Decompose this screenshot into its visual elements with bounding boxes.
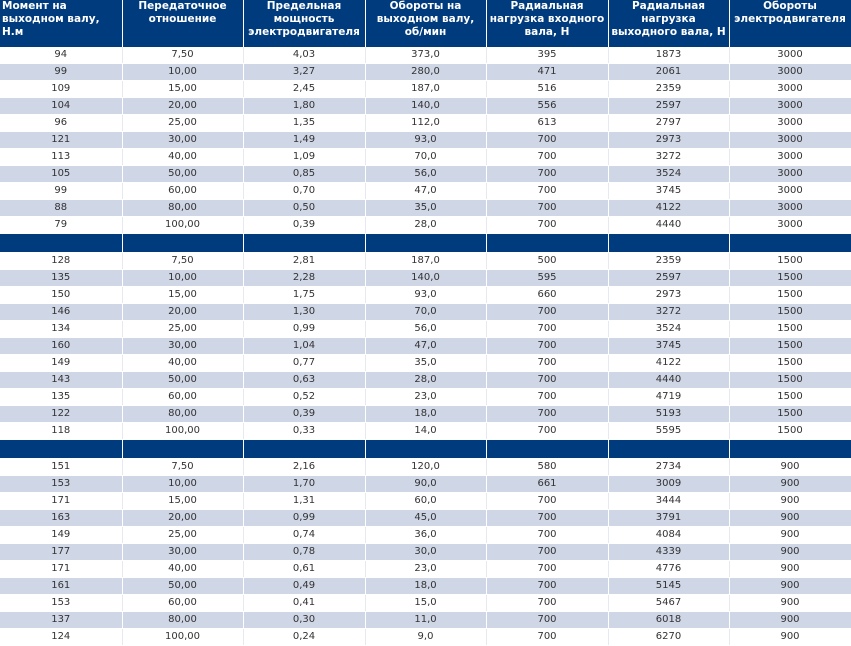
header-output-radial-load: Радиальная нагрузка выходного вала, Н — [608, 0, 729, 47]
cell-output-torque: 128 — [0, 253, 122, 270]
cell-output-speed: 35,0 — [365, 355, 486, 372]
cell-output-radial-load: 3272 — [608, 304, 729, 321]
cell-output-radial-load: 4122 — [608, 200, 729, 217]
cell-output-speed: 90,0 — [365, 476, 486, 493]
cell-max-motor-power: 0,30 — [243, 612, 365, 629]
cell-gear-ratio: 20,00 — [122, 98, 243, 115]
cell-output-radial-load: 6018 — [608, 612, 729, 629]
cell-output-speed: 18,0 — [365, 578, 486, 595]
cell-motor-speed: 3000 — [729, 183, 851, 200]
table-row — [0, 578, 851, 595]
separator-cell — [486, 440, 608, 459]
cell-max-motor-power: 2,16 — [243, 459, 365, 476]
cell-input-radial-load: 661 — [486, 476, 608, 493]
cell-output-torque: 99 — [0, 64, 122, 81]
cell-motor-speed: 1500 — [729, 355, 851, 372]
cell-gear-ratio: 40,00 — [122, 149, 243, 166]
table-row — [0, 389, 851, 406]
cell-output-speed: 93,0 — [365, 132, 486, 149]
cell-motor-speed: 900 — [729, 612, 851, 629]
cell-output-speed: 47,0 — [365, 183, 486, 200]
cell-output-speed: 280,0 — [365, 64, 486, 81]
cell-gear-ratio: 100,00 — [122, 217, 243, 234]
cell-output-radial-load: 4440 — [608, 217, 729, 234]
table-row — [0, 544, 851, 561]
cell-output-torque: 113 — [0, 149, 122, 166]
cell-input-radial-load: 700 — [486, 200, 608, 217]
cell-output-radial-load: 2973 — [608, 132, 729, 149]
cell-input-radial-load: 700 — [486, 149, 608, 166]
cell-motor-speed: 3000 — [729, 200, 851, 217]
table-row — [0, 372, 851, 389]
table-row — [0, 200, 851, 217]
cell-output-radial-load: 2359 — [608, 253, 729, 270]
cell-gear-ratio: 50,00 — [122, 166, 243, 183]
cell-input-radial-load: 700 — [486, 510, 608, 527]
cell-input-radial-load: 700 — [486, 493, 608, 510]
cell-gear-ratio: 10,00 — [122, 476, 243, 493]
table-row — [0, 270, 851, 287]
cell-max-motor-power: 0,61 — [243, 561, 365, 578]
table-row — [0, 98, 851, 115]
cell-input-radial-load: 500 — [486, 253, 608, 270]
cell-motor-speed: 900 — [729, 527, 851, 544]
cell-output-torque: 121 — [0, 132, 122, 149]
cell-input-radial-load: 700 — [486, 578, 608, 595]
cell-output-speed: 140,0 — [365, 98, 486, 115]
cell-output-speed: 187,0 — [365, 253, 486, 270]
cell-output-radial-load: 2797 — [608, 115, 729, 132]
cell-output-radial-load: 4339 — [608, 544, 729, 561]
cell-output-radial-load: 2359 — [608, 81, 729, 98]
cell-input-radial-load: 471 — [486, 64, 608, 81]
cell-motor-speed: 3000 — [729, 166, 851, 183]
cell-max-motor-power: 0,24 — [243, 629, 365, 646]
cell-output-radial-load: 4440 — [608, 372, 729, 389]
cell-output-torque: 134 — [0, 321, 122, 338]
cell-input-radial-load: 700 — [486, 304, 608, 321]
cell-input-radial-load: 516 — [486, 81, 608, 98]
cell-input-radial-load: 700 — [486, 389, 608, 406]
cell-output-torque: 149 — [0, 527, 122, 544]
cell-output-speed: 23,0 — [365, 561, 486, 578]
cell-max-motor-power: 0,39 — [243, 406, 365, 423]
cell-output-speed: 15,0 — [365, 595, 486, 612]
cell-input-radial-load: 700 — [486, 132, 608, 149]
cell-max-motor-power: 0,99 — [243, 321, 365, 338]
cell-gear-ratio: 100,00 — [122, 423, 243, 440]
separator-cell — [122, 234, 243, 253]
separator-cell — [365, 234, 486, 253]
cell-input-radial-load: 700 — [486, 612, 608, 629]
cell-output-speed: 14,0 — [365, 423, 486, 440]
cell-max-motor-power: 1,80 — [243, 98, 365, 115]
cell-output-radial-load: 3272 — [608, 149, 729, 166]
separator-cell — [365, 440, 486, 459]
cell-output-torque: 160 — [0, 338, 122, 355]
cell-input-radial-load: 700 — [486, 406, 608, 423]
cell-output-radial-load: 6270 — [608, 629, 729, 646]
header-gear-ratio: Передаточное отношение — [122, 0, 243, 47]
cell-motor-speed: 900 — [729, 629, 851, 646]
cell-gear-ratio: 30,00 — [122, 132, 243, 149]
cell-motor-speed: 900 — [729, 561, 851, 578]
cell-output-torque: 137 — [0, 612, 122, 629]
cell-motor-speed: 900 — [729, 510, 851, 527]
cell-gear-ratio: 25,00 — [122, 527, 243, 544]
cell-output-torque: 171 — [0, 493, 122, 510]
cell-gear-ratio: 7,50 — [122, 253, 243, 270]
cell-max-motor-power: 0,63 — [243, 372, 365, 389]
cell-output-speed: 28,0 — [365, 217, 486, 234]
cell-output-torque: 171 — [0, 561, 122, 578]
table-row — [0, 595, 851, 612]
table-row — [0, 476, 851, 493]
separator-cell — [608, 234, 729, 253]
cell-output-radial-load: 2597 — [608, 270, 729, 287]
cell-output-torque: 177 — [0, 544, 122, 561]
cell-output-speed: 70,0 — [365, 149, 486, 166]
header-row — [0, 0, 851, 47]
cell-output-torque: 153 — [0, 476, 122, 493]
cell-output-torque: 163 — [0, 510, 122, 527]
cell-gear-ratio: 15,00 — [122, 287, 243, 304]
cell-gear-ratio: 80,00 — [122, 612, 243, 629]
cell-max-motor-power: 1,75 — [243, 287, 365, 304]
header-motor-speed: Обороты электродвигателя — [729, 0, 851, 47]
cell-motor-speed: 3000 — [729, 132, 851, 149]
cell-output-torque: 151 — [0, 459, 122, 476]
cell-gear-ratio: 10,00 — [122, 270, 243, 287]
cell-max-motor-power: 0,52 — [243, 389, 365, 406]
cell-output-torque: 94 — [0, 47, 122, 64]
cell-input-radial-load: 700 — [486, 561, 608, 578]
cell-output-speed: 36,0 — [365, 527, 486, 544]
header-input-radial-load: Радиальная нагрузка входного вала, Н — [486, 0, 608, 47]
table-row — [0, 132, 851, 149]
table-row — [0, 338, 851, 355]
cell-motor-speed: 900 — [729, 476, 851, 493]
group-separator — [0, 440, 851, 459]
cell-gear-ratio: 80,00 — [122, 200, 243, 217]
cell-gear-ratio: 30,00 — [122, 544, 243, 561]
table-row — [0, 612, 851, 629]
cell-gear-ratio: 10,00 — [122, 64, 243, 81]
table-row — [0, 355, 851, 372]
cell-motor-speed: 1500 — [729, 423, 851, 440]
table-row — [0, 459, 851, 476]
cell-gear-ratio: 50,00 — [122, 372, 243, 389]
separator-cell — [0, 234, 122, 253]
cell-motor-speed: 1500 — [729, 304, 851, 321]
cell-max-motor-power: 1,30 — [243, 304, 365, 321]
cell-output-torque: 135 — [0, 270, 122, 287]
cell-gear-ratio: 30,00 — [122, 338, 243, 355]
cell-motor-speed: 1500 — [729, 287, 851, 304]
cell-gear-ratio: 15,00 — [122, 81, 243, 98]
cell-output-torque: 88 — [0, 200, 122, 217]
cell-motor-speed: 3000 — [729, 217, 851, 234]
cell-gear-ratio: 60,00 — [122, 389, 243, 406]
cell-motor-speed: 1500 — [729, 321, 851, 338]
group-separator — [0, 234, 851, 253]
cell-input-radial-load: 660 — [486, 287, 608, 304]
cell-motor-speed: 3000 — [729, 64, 851, 81]
header-output-torque: Момент на выходном валу, Н.м — [0, 0, 122, 47]
cell-output-speed: 35,0 — [365, 200, 486, 217]
cell-max-motor-power: 0,85 — [243, 166, 365, 183]
table-row — [0, 81, 851, 98]
cell-motor-speed: 1500 — [729, 372, 851, 389]
cell-output-radial-load: 3791 — [608, 510, 729, 527]
cell-max-motor-power: 1,31 — [243, 493, 365, 510]
separator-cell — [243, 440, 365, 459]
cell-output-torque: 99 — [0, 183, 122, 200]
cell-output-radial-load: 2734 — [608, 459, 729, 476]
table-row — [0, 183, 851, 200]
cell-input-radial-load: 700 — [486, 629, 608, 646]
cell-gear-ratio: 20,00 — [122, 304, 243, 321]
separator-cell — [486, 234, 608, 253]
cell-input-radial-load: 700 — [486, 595, 608, 612]
cell-motor-speed: 900 — [729, 578, 851, 595]
cell-input-radial-load: 700 — [486, 544, 608, 561]
header-max-motor-power: Предельная мощность электродвигателя — [243, 0, 365, 47]
cell-output-torque: 143 — [0, 372, 122, 389]
cell-output-radial-load: 3009 — [608, 476, 729, 493]
cell-output-torque: 105 — [0, 166, 122, 183]
cell-output-speed: 120,0 — [365, 459, 486, 476]
cell-output-radial-load: 3524 — [608, 166, 729, 183]
cell-input-radial-load: 700 — [486, 423, 608, 440]
cell-max-motor-power: 2,81 — [243, 253, 365, 270]
separator-cell — [608, 440, 729, 459]
cell-motor-speed: 1500 — [729, 253, 851, 270]
cell-gear-ratio: 80,00 — [122, 406, 243, 423]
cell-output-torque: 150 — [0, 287, 122, 304]
cell-output-radial-load: 2061 — [608, 64, 729, 81]
cell-output-radial-load: 3745 — [608, 183, 729, 200]
cell-output-speed: 93,0 — [365, 287, 486, 304]
separator-cell — [243, 234, 365, 253]
cell-output-torque: 104 — [0, 98, 122, 115]
table-row — [0, 217, 851, 234]
cell-input-radial-load: 395 — [486, 47, 608, 64]
cell-gear-ratio: 60,00 — [122, 183, 243, 200]
cell-input-radial-load: 700 — [486, 166, 608, 183]
table-row — [0, 629, 851, 646]
cell-max-motor-power: 3,27 — [243, 64, 365, 81]
cell-motor-speed: 3000 — [729, 149, 851, 166]
table-row — [0, 561, 851, 578]
cell-gear-ratio: 25,00 — [122, 321, 243, 338]
cell-output-radial-load: 3745 — [608, 338, 729, 355]
cell-input-radial-load: 613 — [486, 115, 608, 132]
table-row — [0, 321, 851, 338]
cell-output-speed: 23,0 — [365, 389, 486, 406]
cell-output-torque: 124 — [0, 629, 122, 646]
cell-output-radial-load: 5467 — [608, 595, 729, 612]
cell-gear-ratio: 7,50 — [122, 459, 243, 476]
cell-motor-speed: 1500 — [729, 270, 851, 287]
table-row — [0, 253, 851, 270]
cell-max-motor-power: 1,09 — [243, 149, 365, 166]
separator-cell — [729, 440, 851, 459]
cell-output-radial-load: 1873 — [608, 47, 729, 64]
cell-gear-ratio: 100,00 — [122, 629, 243, 646]
cell-max-motor-power: 2,28 — [243, 270, 365, 287]
cell-output-torque: 122 — [0, 406, 122, 423]
cell-motor-speed: 3000 — [729, 47, 851, 64]
cell-gear-ratio: 15,00 — [122, 493, 243, 510]
cell-input-radial-load: 595 — [486, 270, 608, 287]
cell-gear-ratio: 20,00 — [122, 510, 243, 527]
cell-max-motor-power: 0,74 — [243, 527, 365, 544]
cell-input-radial-load: 556 — [486, 98, 608, 115]
table-row — [0, 64, 851, 81]
cell-max-motor-power: 0,41 — [243, 595, 365, 612]
cell-max-motor-power: 1,04 — [243, 338, 365, 355]
cell-motor-speed: 900 — [729, 595, 851, 612]
cell-input-radial-load: 700 — [486, 338, 608, 355]
cell-output-radial-load: 3524 — [608, 321, 729, 338]
cell-output-torque: 153 — [0, 595, 122, 612]
cell-output-torque: 135 — [0, 389, 122, 406]
cell-output-speed: 9,0 — [365, 629, 486, 646]
cell-input-radial-load: 700 — [486, 321, 608, 338]
table-row — [0, 115, 851, 132]
cell-input-radial-load: 700 — [486, 372, 608, 389]
cell-output-radial-load: 5145 — [608, 578, 729, 595]
cell-motor-speed: 900 — [729, 493, 851, 510]
cell-output-torque: 161 — [0, 578, 122, 595]
cell-max-motor-power: 4,03 — [243, 47, 365, 64]
table-row — [0, 423, 851, 440]
cell-output-torque: 118 — [0, 423, 122, 440]
cell-output-speed: 28,0 — [365, 372, 486, 389]
cell-output-radial-load: 3444 — [608, 493, 729, 510]
cell-output-speed: 18,0 — [365, 406, 486, 423]
header-output-speed: Обороты на выходном валу, об/мин — [365, 0, 486, 47]
cell-gear-ratio: 40,00 — [122, 355, 243, 372]
cell-output-torque: 109 — [0, 81, 122, 98]
cell-max-motor-power: 0,77 — [243, 355, 365, 372]
cell-output-radial-load: 5595 — [608, 423, 729, 440]
table-row — [0, 166, 851, 183]
cell-output-radial-load: 2973 — [608, 287, 729, 304]
cell-max-motor-power: 0,99 — [243, 510, 365, 527]
cell-max-motor-power: 0,78 — [243, 544, 365, 561]
cell-gear-ratio: 25,00 — [122, 115, 243, 132]
cell-gear-ratio: 60,00 — [122, 595, 243, 612]
table-row — [0, 304, 851, 321]
cell-gear-ratio: 7,50 — [122, 47, 243, 64]
cell-output-speed: 373,0 — [365, 47, 486, 64]
cell-max-motor-power: 2,45 — [243, 81, 365, 98]
cell-output-speed: 60,0 — [365, 493, 486, 510]
cell-max-motor-power: 0,33 — [243, 423, 365, 440]
cell-motor-speed: 3000 — [729, 115, 851, 132]
cell-gear-ratio: 50,00 — [122, 578, 243, 595]
table-row — [0, 47, 851, 64]
cell-input-radial-load: 700 — [486, 183, 608, 200]
cell-input-radial-load: 580 — [486, 459, 608, 476]
cell-motor-speed: 1500 — [729, 338, 851, 355]
cell-output-speed: 187,0 — [365, 81, 486, 98]
cell-output-speed: 47,0 — [365, 338, 486, 355]
cell-output-radial-load: 5193 — [608, 406, 729, 423]
separator-cell — [122, 440, 243, 459]
cell-max-motor-power: 1,35 — [243, 115, 365, 132]
cell-output-torque: 96 — [0, 115, 122, 132]
cell-max-motor-power: 0,50 — [243, 200, 365, 217]
cell-motor-speed: 1500 — [729, 406, 851, 423]
cell-output-speed: 45,0 — [365, 510, 486, 527]
cell-output-radial-load: 2597 — [608, 98, 729, 115]
cell-output-radial-load: 4122 — [608, 355, 729, 372]
cell-motor-speed: 3000 — [729, 98, 851, 115]
table-row — [0, 149, 851, 166]
cell-motor-speed: 900 — [729, 544, 851, 561]
cell-output-speed: 140,0 — [365, 270, 486, 287]
separator-cell — [729, 234, 851, 253]
cell-output-speed: 11,0 — [365, 612, 486, 629]
cell-output-torque: 79 — [0, 217, 122, 234]
cell-output-radial-load: 4776 — [608, 561, 729, 578]
separator-cell — [0, 440, 122, 459]
cell-output-speed: 70,0 — [365, 304, 486, 321]
cell-gear-ratio: 40,00 — [122, 561, 243, 578]
cell-motor-speed: 3000 — [729, 81, 851, 98]
cell-input-radial-load: 700 — [486, 527, 608, 544]
table-header — [0, 0, 851, 47]
table-row — [0, 406, 851, 423]
cell-max-motor-power: 0,70 — [243, 183, 365, 200]
table-row — [0, 287, 851, 304]
cell-output-radial-load: 4084 — [608, 527, 729, 544]
cell-output-speed: 56,0 — [365, 166, 486, 183]
table-row — [0, 510, 851, 527]
cell-output-radial-load: 4719 — [608, 389, 729, 406]
cell-output-speed: 30,0 — [365, 544, 486, 561]
table-row — [0, 527, 851, 544]
cell-max-motor-power: 0,39 — [243, 217, 365, 234]
cell-output-torque: 149 — [0, 355, 122, 372]
cell-max-motor-power: 1,49 — [243, 132, 365, 149]
cell-output-torque: 146 — [0, 304, 122, 321]
table-row — [0, 493, 851, 510]
cell-motor-speed: 900 — [729, 459, 851, 476]
table-body — [0, 47, 851, 646]
cell-max-motor-power: 1,70 — [243, 476, 365, 493]
cell-input-radial-load: 700 — [486, 217, 608, 234]
cell-motor-speed: 1500 — [729, 389, 851, 406]
cell-input-radial-load: 700 — [486, 355, 608, 372]
cell-output-speed: 112,0 — [365, 115, 486, 132]
cell-output-speed: 56,0 — [365, 321, 486, 338]
cell-max-motor-power: 0,49 — [243, 578, 365, 595]
